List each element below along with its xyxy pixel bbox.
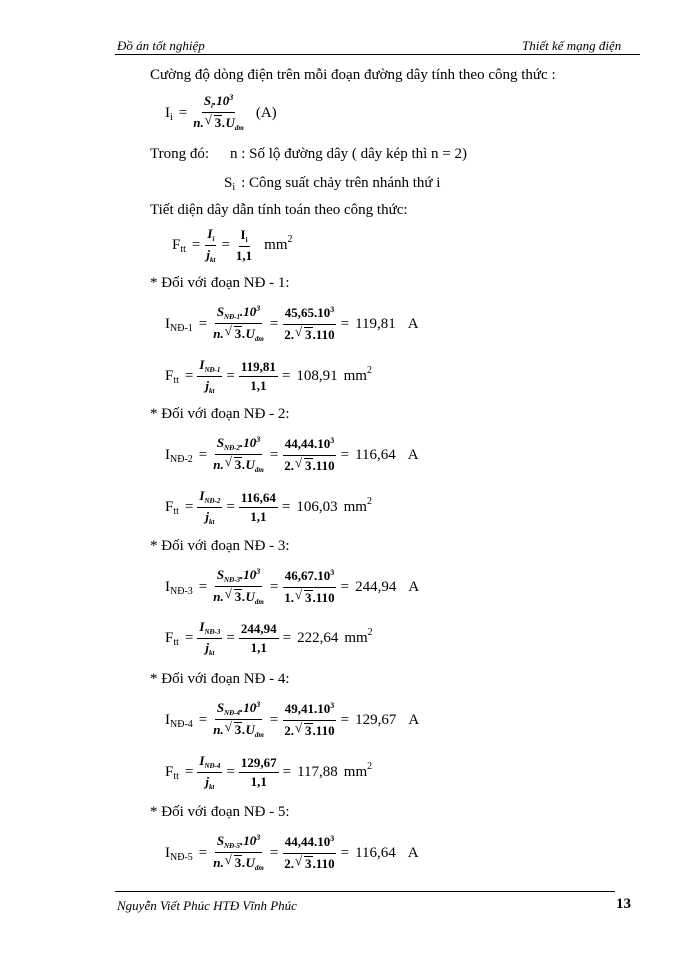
segment-current-value: 244,94: [355, 578, 397, 595]
segment-heading: * Đối với đoạn NĐ - 3:: [150, 538, 290, 554]
segment-current-value: 116,64: [355, 844, 396, 861]
segment-heading: * Đối với đoạn NĐ - 2:: [150, 406, 290, 422]
segment-heading: * Đối với đoạn NĐ - 1:: [150, 275, 290, 291]
segment-section-formula: F tt = $\frac{I_{NĐ-2}}{j_{kt}}$ = $\frac{116,64}{1,1}$ = 106,03 mm 2: [165, 488, 372, 526]
where-s-line: S i : Công suất chảy trên nhánh thứ i: [224, 175, 441, 193]
where-label: Trong đó:: [150, 146, 210, 162]
segment-section-formula: F tt = $\frac{I_{NĐ-3}}{j_{kt}}$ = $\frac{244,94}{1,1}$ = 222,64 mm 2: [165, 619, 373, 657]
intro-text: Cường độ dòng điện trên mỗi đoạn đường dây tính theo công thức :: [150, 67, 556, 83]
segment-current-value: 116,64: [355, 446, 396, 463]
section-intro-text: Tiết diện dây dẫn tính toán theo công thức:: [150, 202, 408, 218]
segment-section-value: 108,91: [296, 368, 338, 384]
current-fraction: $S_i.10^3$ n. √ $3.U_{dm}$: [193, 93, 244, 132]
footer-author: Nguyễn Viết Phúc HTĐ Vĩnh Phúc: [117, 898, 297, 913]
segment-section-formula: F tt = $\frac{I_{NĐ-1}}{j_{kt}}$ = $\frac{119,81}{1,1}$ = 108,91 mm 2: [165, 357, 372, 395]
page-number: 13: [616, 896, 631, 912]
segment-current-formula: I NĐ-2 = $S_{NĐ-2}.10^3$ n. √ $3.U_{dm}$ = 44,44.10$^3$ 2. √ 3.110 = 116,64 A: [165, 435, 419, 474]
segment-heading: * Đối với đoạn NĐ - 4:: [150, 671, 290, 687]
segment-current-value: 119,81: [355, 315, 396, 332]
header-right: Thiết kế mạng điện: [522, 38, 622, 53]
where-n-line: n : Số lộ đường dây ( dây kép thì n = 2): [230, 146, 467, 162]
header-left: Đồ án tốt nghiệp: [117, 38, 205, 53]
segment-section-value: 222,64: [297, 630, 339, 646]
segment-current-value: 129,67: [355, 711, 397, 728]
footer-rule: [115, 891, 615, 892]
current-formula: I i = $S_i.10^3$ n. √ $3.U_{dm}$ (A): [165, 93, 277, 132]
segment-section-value: 117,88: [297, 764, 338, 780]
segment-section-value: 106,03: [296, 499, 338, 515]
segment-current-formula: I NĐ-4 = $S_{NĐ-4}.10^3$ n. √ $3.U_{dm}$ = 49,41.10$^3$ 2. √ 3.110 = 129,67 A: [165, 700, 420, 739]
segment-heading: * Đối với đoạn NĐ - 5:: [150, 804, 290, 820]
segment-current-formula: I NĐ-1 = $S_{NĐ-1}.10^3$ n. √ $3.U_{dm}$ = 45,65.10$^3$ 2. √ 3.110 = 119,81 A: [165, 304, 419, 343]
segment-current-formula: I NĐ-5 = $S_{NĐ-5}.10^3$ n. √ $3.U_{dm}$ = 44,44.10$^3$ 2. √ 3.110 = 116,64 A: [165, 833, 419, 872]
segment-current-formula: I NĐ-3 = $S_{NĐ-3}.10^3$ n. √ $3.U_{dm}$ = 46,67.10$^3$ 1. √ 3.110 = 244,94 A: [165, 567, 420, 606]
section-formula: F tt = $\frac{I_i}{j_{kt}}$ = $\frac{I_i}{1,1}$ mm 2: [172, 226, 293, 264]
header-rule: [115, 54, 640, 55]
segment-section-formula: F tt = $\frac{I_{NĐ-4}}{j_{kt}}$ = $\frac{129,67}{1,1}$ = 117,88 mm 2: [165, 753, 373, 791]
